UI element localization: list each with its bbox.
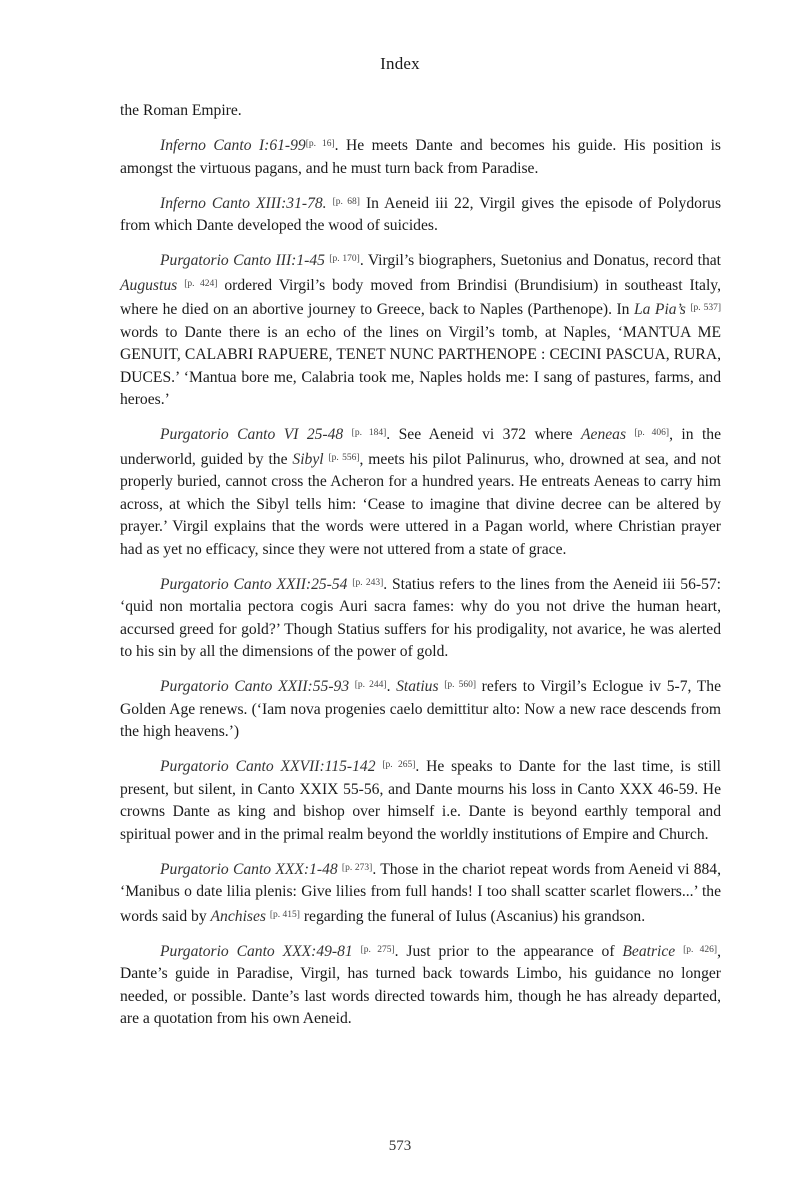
page-ref: [p. 537] <box>690 303 722 313</box>
page-ref: [p. 560] <box>444 680 476 690</box>
canto-reference: Purgatorio Canto XXII:25-54 <box>160 575 348 593</box>
running-header: Index <box>380 54 420 73</box>
canto-reference: Inferno Canto XIII:31-78. <box>160 194 327 212</box>
page-ref: [p. 16] <box>305 139 335 149</box>
canto-reference: Purgatorio Canto XXVII:115-142 <box>160 758 376 775</box>
entry-text: refers to Virgil’s Eclogue iv 5-7, The Golden Age renews. (‘Iam nova progenies caelo demittitur alto: Now a new race descends from the high heavens.’) <box>120 678 722 740</box>
entry-text: . See Aeneid vi 372 where <box>386 426 582 443</box>
page-number: 573 <box>388 1138 412 1154</box>
index-entry-purgatorio-6 <box>120 422 721 561</box>
canto-reference: Purgatorio Canto XXX:49-81 <box>160 942 353 960</box>
page-ref: [p. 244] <box>354 680 387 690</box>
name-reference: Beatrice <box>622 942 676 960</box>
entry-text: , in the underworld, guided by the <box>120 426 722 468</box>
canto-reference: Inferno Canto I:61-99 <box>160 137 306 154</box>
page-ref: [p. 68] <box>332 196 360 207</box>
page-ref: [p. 556] <box>328 452 360 463</box>
index-entry-purgatorio-30a <box>120 857 721 929</box>
entry-text: . He meets Dante and becomes his guide. His position is amongst the virtuous pagans, and he must turn back from Paradise. <box>120 137 721 177</box>
page-ref: [p. 415] <box>269 909 300 920</box>
name-reference: Sibyl <box>292 450 324 468</box>
entry-text: . Just prior to the appearance of <box>394 942 623 960</box>
entry-text: regarding the funeral of Iulus (Ascanius) his grandson. <box>299 907 646 925</box>
entry-text: . Virgil’s biographers, Suetonius and Donatus, record that <box>359 252 722 269</box>
page-ref: [p. 265] <box>382 760 416 770</box>
name-reference: La Pia’s <box>633 301 686 318</box>
name-reference: Augustus <box>120 276 178 294</box>
name-reference: Anchises <box>210 907 266 925</box>
page-ref: [p. 406] <box>634 428 670 438</box>
page-ref: [p. 243] <box>352 577 384 588</box>
index-entry-purgatorio-30b <box>120 939 721 1031</box>
entry-text: ordered Virgil’s body moved from Brindisi (Brundisium) in southeast Italy, where he died on an abortive journey to Greece, back to Naples (Parthenope). In <box>120 276 721 318</box>
entry-text: . <box>386 678 397 695</box>
canto-reference: Purgatorio Canto III:1-45 <box>160 252 325 269</box>
page-ref: [p. 426] <box>683 944 718 955</box>
entry-text: . He speaks to Dante for the last time, is still present, but silent, in Canto XXIX 55-56, and Dante mourns his loss in Canto XXX 46-59. He crowns Dante as king and bishop over himself i.e. Dante is beyond earthly temporal and spiritual power and in the primal realm beyond the worldly institutions of Empire and Church. <box>120 758 722 843</box>
index-entry-purgatorio-22a <box>120 572 721 664</box>
entry-text: In Aeneid iii 22, Virgil gives the episode of Polydorus from which Dante developed the wood of suicides. <box>120 194 722 234</box>
name-reference: Aeneas <box>581 426 627 443</box>
entry-text: . Those in the chariot repeat words from Aeneid vi 884, ‘Manibus o date lilia plenis: Give lilies from full hands! I too shall scatter scarlet flowers...’ the words said by <box>120 860 721 925</box>
entry-text: , meets his pilot Palinurus, who, drowned at sea, and not properly buried, cannot cross the Acheron for a hundred years. He entreats Aeneas to carry him across, at which the Sibyl tells him: ‘Cease to imagine that divine decree can be altered by prayer.’ Virgil explains that the words were uttered in a Pagan world, where Christian prayer had as yet no efficacy, since they were not uttered from a state of grace. <box>120 450 722 558</box>
canto-reference: Purgatorio Canto VI 25-48 <box>160 426 344 443</box>
canto-reference: Purgatorio Canto XXX:1-48 <box>160 860 338 878</box>
index-entry-purgatorio-27 <box>120 754 721 846</box>
index-entry-purgatorio-22b <box>120 674 721 744</box>
index-entry-inferno-13 <box>120 191 721 238</box>
entry-text: , Dante’s guide in Paradise, Virgil, has turned back towards Limbo, his guidance no longer needed, or possible. Dante’s last words directed towards him, though he has already departed, are a quotation from his own Aeneid. <box>120 942 722 1027</box>
page-ref: [p. 424] <box>184 278 218 289</box>
entry-text: words to Dante there is an echo of the lines on Virgil’s tomb, at Naples, ‘MANTUA ME GENUIT, CALABRI RAPUERE, TENET NUNC PARTHENOPE : CECINI PASCUA, RURA, DUCES.’ ‘Mantua bore me, Calabria took me, Naples holds me: I sang of pastures, farms, and heroes.’ <box>120 323 721 408</box>
index-body <box>120 100 721 1041</box>
entry-text: . Statius refers to the lines from the Aeneid iii 56-57: ‘quid non mortalia pectora cogis Auri sacra fames: why do you not drive the human heart, accursed greed for gold?’ Though Statius suffers for his prodigality, not avarice, he was alerted to his sin by all the dimensions of the power of gold. <box>120 575 721 660</box>
page-ref: [p. 275] <box>360 944 395 955</box>
index-entry-purgatorio-3 <box>120 248 721 412</box>
name-reference: Statius <box>396 678 439 695</box>
page-ref: [p. 170] <box>329 254 360 264</box>
canto-reference: Purgatorio Canto XXII:55-93 <box>160 678 350 695</box>
page-ref: [p. 184] <box>351 428 387 438</box>
page-ref: [p. 273] <box>341 862 373 873</box>
continuation-line: the Roman Empire. <box>120 102 242 119</box>
index-entry-inferno-1 <box>120 133 721 180</box>
